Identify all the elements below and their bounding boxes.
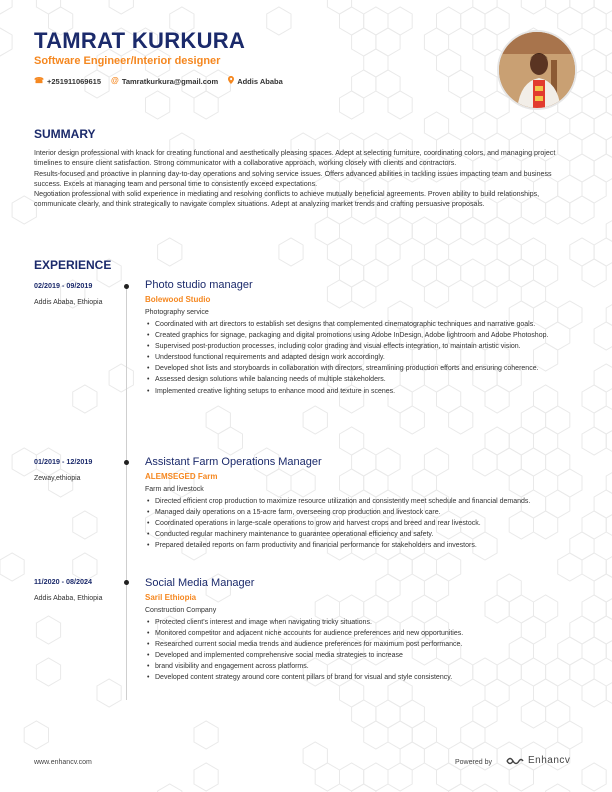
job-bullet: • Coordinated with art directors to establish set designs that complemented cinematographic techniques and narrative goals. bbox=[145, 320, 579, 330]
job-bullet: • Developed content strategy around core content pillars of brand for visual and style consistency. bbox=[145, 673, 579, 683]
contact-location bbox=[228, 76, 283, 86]
candidate-name: TAMRAT KURKURA bbox=[34, 28, 246, 53]
location-text: Addis Ababa bbox=[237, 76, 283, 86]
job-bullet: • Supervised post-production processes, including color grading and visual effects integration, to maintain artistic vision. bbox=[145, 342, 579, 352]
job-title: Social Media Manager bbox=[145, 577, 255, 589]
job-bullet: • Implemented creative lighting setups to enhance mood and texture in scenes. bbox=[145, 387, 579, 397]
job-bullets bbox=[145, 618, 579, 683]
job-bullet: • Coordinated operations in large-scale operations to grow and harvest crops and breed and rear livestock. bbox=[145, 519, 579, 529]
experience-heading: EXPERIENCE bbox=[34, 258, 112, 272]
job-location: Addis Ababa, Ethiopia bbox=[34, 595, 103, 602]
summary-paragraph: Interior design professional with knack for creating functional and aesthetically pleasing spaces. Adept at selecting furniture, coordinating colors, and managing project timelines to ensure client satisfaction. Strong communicator with a collaborative approach, working closely with clients and contractors. bbox=[34, 149, 556, 168]
summary-heading: SUMMARY bbox=[34, 127, 96, 141]
job-bullet: • Conducted regular machinery maintenance to guarantee operational efficiency and safety. bbox=[145, 530, 579, 540]
job-description: Construction Company bbox=[145, 607, 217, 614]
job-title: Assistant Farm Operations Manager bbox=[145, 456, 322, 468]
job-dates: 01/2019 - 12/2019 bbox=[34, 457, 93, 466]
contact-phone[interactable] bbox=[34, 76, 101, 86]
job-meta bbox=[34, 577, 103, 602]
summary-paragraph: Results-focused and proactive in planning day-to-day operations and solving service issues. Offers advanced abilities in tackling issues impacting team and business success. Excels at managing team and personal time to consistently exceed expectations. bbox=[34, 169, 552, 188]
footer-url-link[interactable]: www.enhancv.com bbox=[34, 759, 92, 766]
job-bullet: • Understood functional requirements and adapted design work accordingly. bbox=[145, 353, 579, 363]
job-entry bbox=[145, 456, 579, 552]
job-bullets bbox=[145, 320, 579, 396]
job-meta bbox=[34, 281, 103, 306]
job-meta bbox=[34, 457, 92, 482]
job-dates: 11/2020 - 08/2024 bbox=[34, 577, 92, 586]
job-bullet: • Assessed design solutions while balancing needs of multiple stakeholders. bbox=[145, 375, 579, 385]
job-location: Addis Ababa, Ethiopia bbox=[34, 299, 103, 306]
candidate-title: Software Engineer/Interior designer bbox=[34, 55, 221, 67]
enhancv-logo-icon bbox=[506, 756, 524, 766]
job-entry bbox=[145, 279, 579, 398]
job-bullet: • Created graphics for signage, packaging and digital promotions using Adobe InDesign, Adobe lightroom and Adobe Photoshop. bbox=[145, 331, 579, 341]
phone-icon: ☎ bbox=[34, 76, 44, 85]
profile-photo-illustration bbox=[499, 32, 577, 110]
phone-text: +251911069615 bbox=[46, 76, 101, 86]
job-bullet: • Prepared detailed reports on farm productivity and financial performance for stakeholders and investors. bbox=[145, 541, 579, 551]
email-text: Tamratkurkura@gmail.com bbox=[121, 76, 219, 86]
timeline-line bbox=[126, 286, 127, 700]
summary-paragraph: Negotiation professional with solid experience in mediating and resolving conflicts to achieve mutually beneficial agreements. Proven ability to build relationships, communicate clearly, and think strategically to navigate complex situations. Adept at analyzing market trends and crafting persuasive proposals. bbox=[34, 190, 540, 209]
job-entry bbox=[145, 577, 579, 685]
timeline-dot bbox=[124, 460, 129, 465]
job-title: Photo studio manager bbox=[145, 279, 253, 291]
job-description: Farm and livestock bbox=[145, 486, 204, 493]
job-bullets bbox=[145, 497, 579, 551]
job-bullet: • Protected client's interest and image when navigating tricky situations. bbox=[145, 618, 579, 628]
powered-by-label: Powered by bbox=[455, 759, 492, 766]
job-company: Saril Ethiopia bbox=[145, 593, 197, 602]
job-bullet: • Researched current social media trends and audience preferences for maximum post performance. bbox=[145, 640, 579, 650]
location-pin-icon bbox=[228, 76, 234, 86]
timeline-dot bbox=[124, 580, 129, 585]
job-bullet: • Directed efficient crop production to maximize resource utilization and consistently meet schedule and financial demands. bbox=[145, 497, 579, 507]
job-description: Photography service bbox=[145, 309, 209, 316]
brand-name: Enhancv bbox=[528, 755, 571, 766]
at-icon: @ bbox=[111, 76, 119, 85]
job-bullet: • Monitored competitor and adjacent niche accounts for audience preferences and new opportunities. bbox=[145, 629, 579, 639]
summary-text bbox=[34, 148, 578, 210]
job-bullet: • Developed shot lists and storyboards in collaboration with directors, streamlining production efforts and ensuring coherence. bbox=[145, 364, 579, 374]
job-company: ALEMSEGED Farm bbox=[145, 472, 218, 481]
timeline-dot bbox=[124, 284, 129, 289]
job-dates: 02/2019 - 09/2019 bbox=[34, 281, 93, 290]
brand-logo[interactable] bbox=[506, 755, 570, 766]
job-bullet: • brand visibility and engagement across platforms. bbox=[145, 662, 579, 672]
job-bullet: • Developed and implemented comprehensive social media strategies to increase bbox=[145, 651, 579, 661]
job-bullet: • Managed daily operations on a 15-acre farm, overseeing crop production and livestock care. bbox=[145, 508, 579, 518]
avatar bbox=[497, 30, 577, 110]
contact-row bbox=[34, 76, 283, 86]
job-location: Zeway,ethiopia bbox=[34, 475, 81, 482]
job-company: Bolewood Studio bbox=[145, 295, 211, 304]
contact-email[interactable] bbox=[111, 76, 218, 86]
